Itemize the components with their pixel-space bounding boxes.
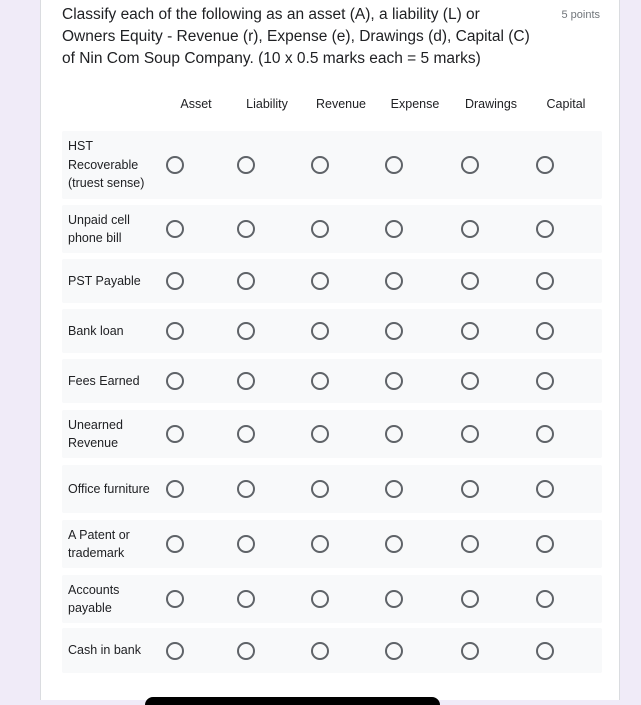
radio-liability-icon[interactable] <box>237 535 255 553</box>
radio-liability-icon[interactable] <box>237 156 255 174</box>
radio-expense-icon[interactable] <box>385 425 403 443</box>
radio-expense-icon[interactable] <box>385 322 403 340</box>
points-label: 5 points <box>561 9 600 21</box>
row-label: Accounts payable <box>68 582 120 615</box>
column-header-expense: Expense <box>390 97 440 111</box>
radio-asset-icon[interactable] <box>166 220 184 238</box>
radio-capital-icon[interactable] <box>536 322 554 340</box>
radio-expense-icon[interactable] <box>385 220 403 238</box>
radio-capital-icon[interactable] <box>536 535 554 553</box>
grid-row <box>62 628 602 673</box>
radio-asset-icon[interactable] <box>166 535 184 553</box>
column-header-capital: Capital <box>546 97 586 111</box>
column-header-liability: Liability <box>246 97 288 111</box>
radio-liability-icon[interactable] <box>237 590 255 608</box>
radio-asset-icon[interactable] <box>166 425 184 443</box>
radio-revenue-icon[interactable] <box>311 535 329 553</box>
radio-revenue-icon[interactable] <box>311 220 329 238</box>
radio-liability-icon[interactable] <box>237 642 255 660</box>
radio-expense-icon[interactable] <box>385 480 403 498</box>
radio-capital-icon[interactable] <box>536 590 554 608</box>
row-label: Unearned Revenue <box>68 417 123 450</box>
radio-liability-icon[interactable] <box>237 425 255 443</box>
radio-expense-icon[interactable] <box>385 272 403 290</box>
grid-row <box>62 205 602 253</box>
grid-column-headers <box>159 97 607 119</box>
radio-drawings-icon[interactable] <box>461 322 479 340</box>
radio-asset-icon[interactable] <box>166 642 184 660</box>
radio-capital-icon[interactable] <box>536 480 554 498</box>
row-label: Fees Earned <box>68 373 140 388</box>
radio-drawings-icon[interactable] <box>461 372 479 390</box>
question-title: Classify each of the following as an asset (A), a liability (L) or Owners Equity - Revenue (r), Expense (e), Drawings (d), Capital (C) of Nin Com Soup Company. (10 x 0.5 marks each = 5 marks) <box>62 6 530 67</box>
radio-revenue-icon[interactable] <box>311 372 329 390</box>
row-label: Office furniture <box>68 481 150 496</box>
radio-liability-icon[interactable] <box>237 480 255 498</box>
grid-row <box>62 309 602 353</box>
radio-asset-icon[interactable] <box>166 590 184 608</box>
radio-capital-icon[interactable] <box>536 220 554 238</box>
radio-capital-icon[interactable] <box>536 272 554 290</box>
radio-capital-icon[interactable] <box>536 642 554 660</box>
radio-expense-icon[interactable] <box>385 590 403 608</box>
radio-asset-icon[interactable] <box>166 156 184 174</box>
radio-asset-icon[interactable] <box>166 372 184 390</box>
radio-revenue-icon[interactable] <box>311 425 329 443</box>
row-label: A Patent or trademark <box>68 527 130 560</box>
radio-revenue-icon[interactable] <box>311 590 329 608</box>
row-label: HST Recoverable (truest sense) <box>68 139 145 191</box>
radio-expense-icon[interactable] <box>385 156 403 174</box>
radio-expense-icon[interactable] <box>385 372 403 390</box>
radio-drawings-icon[interactable] <box>461 590 479 608</box>
radio-drawings-icon[interactable] <box>461 642 479 660</box>
radio-drawings-icon[interactable] <box>461 425 479 443</box>
grid-row <box>62 520 602 568</box>
radio-asset-icon[interactable] <box>166 272 184 290</box>
radio-revenue-icon[interactable] <box>311 272 329 290</box>
row-label: PST Payable <box>68 273 141 288</box>
column-header-drawings: Drawings <box>464 97 518 111</box>
radio-revenue-icon[interactable] <box>311 322 329 340</box>
radio-expense-icon[interactable] <box>385 535 403 553</box>
radio-revenue-icon[interactable] <box>311 480 329 498</box>
radio-revenue-icon[interactable] <box>311 642 329 660</box>
grid-row <box>62 465 602 513</box>
radio-asset-icon[interactable] <box>166 480 184 498</box>
grid-row <box>62 410 602 458</box>
column-header-asset: Asset <box>180 97 212 111</box>
question-card <box>40 0 620 700</box>
radio-drawings-icon[interactable] <box>461 220 479 238</box>
home-indicator-bar <box>145 697 440 705</box>
column-header-revenue: Revenue <box>315 97 367 111</box>
radio-revenue-icon[interactable] <box>311 156 329 174</box>
radio-capital-icon[interactable] <box>536 425 554 443</box>
radio-capital-icon[interactable] <box>536 372 554 390</box>
radio-drawings-icon[interactable] <box>461 272 479 290</box>
row-label: Bank loan <box>68 323 124 338</box>
radio-capital-icon[interactable] <box>536 156 554 174</box>
radio-drawings-icon[interactable] <box>461 156 479 174</box>
radio-expense-icon[interactable] <box>385 642 403 660</box>
grid-row <box>62 359 602 403</box>
radio-drawings-icon[interactable] <box>461 480 479 498</box>
radio-liability-icon[interactable] <box>237 372 255 390</box>
row-label: Cash in bank <box>68 643 141 658</box>
grid-row <box>62 575 602 623</box>
radio-asset-icon[interactable] <box>166 322 184 340</box>
grid-row <box>62 131 602 199</box>
radio-liability-icon[interactable] <box>237 272 255 290</box>
radio-liability-icon[interactable] <box>237 322 255 340</box>
radio-drawings-icon[interactable] <box>461 535 479 553</box>
row-label: Unpaid cell phone bill <box>68 212 130 245</box>
grid-row <box>62 259 602 303</box>
radio-liability-icon[interactable] <box>237 220 255 238</box>
